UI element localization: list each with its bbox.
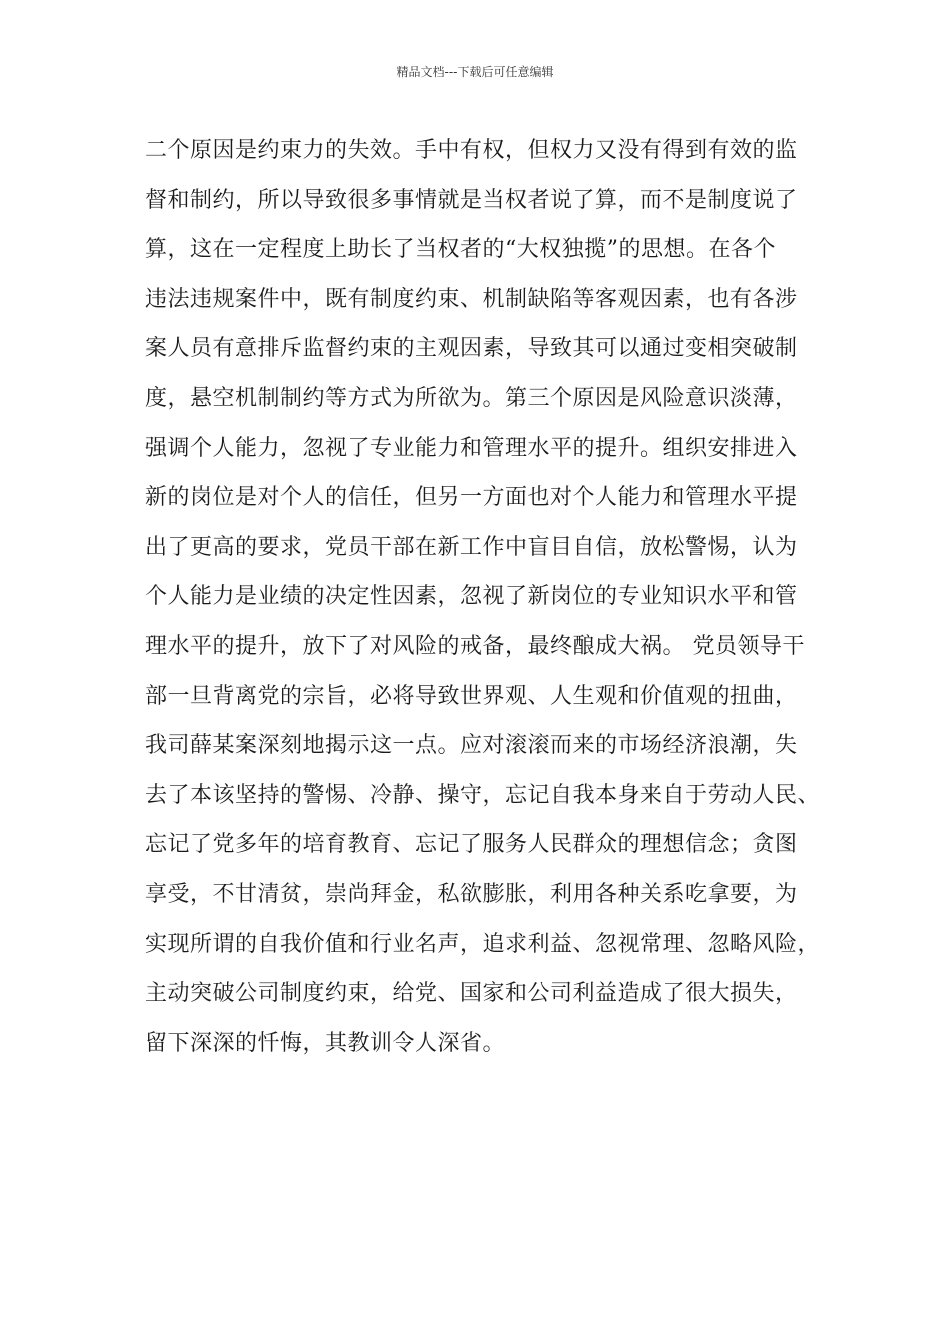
text-line: 理水平的提升，放下了对风险的戒备，最终酿成大祸。 党员领导干 bbox=[145, 633, 805, 659]
text-line: 出了更高的要求，党员干部在新工作中盲目自信，放松警惕，认为 bbox=[145, 534, 798, 560]
text-line: 享受，不甘清贫，崇尚拜金，私欲膨胀，利用各种关系吃拿要，为 bbox=[145, 881, 798, 907]
text-line: 案人员有意排斥监督约束的主观因素，导致其可以通过变相突破制 bbox=[145, 336, 798, 362]
page-header: 精品文档---下载后可任意编辑 bbox=[396, 65, 554, 79]
text-line: 二个原因是约束力的失效。手中有权，但权力又没有得到有效的监 bbox=[145, 138, 798, 163]
text-line: 督和制约，所以导致很多事情就是当权者说了算，而不是制度说了 bbox=[145, 187, 798, 213]
text-line: 个人能力是业绩的决定性因素，忽视了新岗位的专业知识水平和管 bbox=[145, 584, 798, 610]
text-line: 我司薛某案深刻地揭示这一点。应对滚滚而来的市场经济浪潮，失 bbox=[145, 733, 798, 759]
text-line: 实现所谓的自我价值和行业名声，追求利益、忽视常理、忽略风险， bbox=[145, 931, 821, 957]
text-line: 去了本该坚持的警惕、冷静、操守，忘记自我本身来自于劳动人民、 bbox=[145, 782, 821, 808]
text-line: 算，这在一定程度上助长了当权者的“大权独揽”的思想。在各个 bbox=[145, 237, 776, 263]
text-line: 新的岗位是对个人的信任，但另一方面也对个人能力和管理水平提 bbox=[145, 485, 798, 511]
text-line: 忘记了党多年的培育教育、忘记了服务人民群众的理想信念；贪图 bbox=[145, 832, 798, 858]
body-paragraph bbox=[145, 134, 845, 1076]
text-line: 部一旦背离党的宗旨，必将导致世界观、人生观和价值观的扭曲， bbox=[145, 683, 798, 709]
text-line: 违法违规案件中，既有制度约束、机制缺陷等客观因素，也有各涉 bbox=[145, 286, 798, 312]
text-line: 强调个人能力，忽视了专业能力和管理水平的提升。组织安排进入 bbox=[145, 435, 798, 461]
text-line: 度，悬空机制制约等方式为所欲为。第三个原因是风险意识淡薄， bbox=[145, 385, 798, 411]
text-line: 留下深深的忏悔，其教训令人深省。 bbox=[145, 1030, 506, 1056]
text-line: 主动突破公司制度约束，给党、国家和公司利益造成了很大损失， bbox=[145, 981, 798, 1007]
